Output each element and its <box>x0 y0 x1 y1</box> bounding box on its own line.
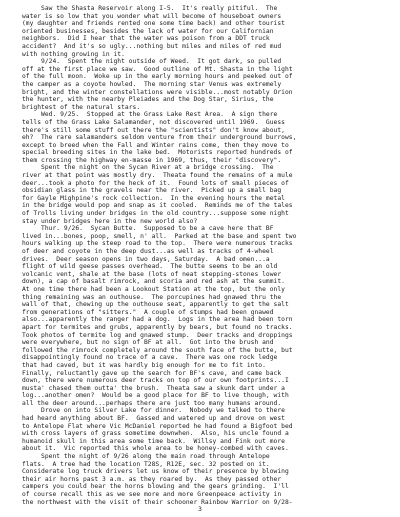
text-line: special breeding sites in the lake bed. Motorists reported hundreds of <box>22 149 293 157</box>
text-line: log...another omen? Would be a good place for BF to live though, with <box>22 392 289 400</box>
text-line: At one time there had been a Lookout Station at the top, but the only <box>22 285 285 293</box>
text-line: campers you could hear the horns blowing and the gears grinding. I'll <box>22 483 289 491</box>
text-line: musta' chased them outta' the brush. Theata saw a skunk dart under a <box>22 384 285 392</box>
text-line: of Trolls living under bridges in the old country...suppose some night <box>22 210 289 218</box>
text-line: with nothing growing in it. <box>22 50 125 58</box>
text-line: there's still some stuff out there the "scientists" don't know about, <box>22 126 285 134</box>
text-line: also...apparently the ranger had a dog. Logs in the area had been torn <box>22 316 293 324</box>
text-line: obsidian glass in the gravels near the river. Picked up a small bag <box>22 187 282 195</box>
text-line: humanoid skull in this area some time back. Willsy and Fink out more <box>22 437 285 445</box>
text-line: of course recall this as we see more and more Greenpeace activity in <box>22 491 282 498</box>
text-line: Spent the night of 9/26 along the main road through Antelope <box>22 453 270 461</box>
text-line: of the full moon. Woke up in the early morning hours and peeked out of <box>22 73 293 81</box>
text-line: for Gayle Mighpine's rock collection. In the evening hours the metal <box>22 194 285 202</box>
text-line: lived in...bones, poop, smell, n' all. Parked at the base and spent two <box>22 232 297 240</box>
text-line: Wed. 9/25. Stopped at the Grass Lake Rest Area. A sign there <box>22 111 278 119</box>
text-line: Drove on into Silver Lake for dinner. Nobody we talked to there <box>22 407 285 415</box>
text-line: Finally, reluctantly gave up the search for BF's cave, and came back <box>22 369 282 377</box>
text-line: flight of wild geese passes overhead. The butte seems to be an old <box>22 263 278 271</box>
text-line: the northwest with the visit of their schooner Rainbow Warrior on 9/28- <box>22 498 293 506</box>
text-line: bright, and the winter constellations were visible...most notably Orion <box>22 88 293 96</box>
text-line: thing remaining was an outhouse. The porcupines had gnawed thru the <box>22 293 282 301</box>
text-line: (my daughter and friends rented one some time back) and other tourist <box>22 20 285 28</box>
text-line: to Antelope Flat where Vic McDaniel reported he had found a Bigfoot bed <box>22 422 293 430</box>
text-line: Considerate log truck drivers let us know of their presence by blowing <box>22 468 289 476</box>
page-number: 3 <box>198 505 202 513</box>
text-line: had heard anything about BF. Gassed and watered up and drove on west <box>22 415 285 423</box>
text-line: neighbors. Did I hear that the water was poison from a DDT truck <box>22 35 270 43</box>
text-line: in the bridge would pop and snap as it cooled. Reminds me of the tales <box>22 202 293 210</box>
text-line: tells of the Grass Lake Salamander, not discovered until 1969. Guess <box>22 118 285 126</box>
text-line: from generations of "sitters." A couple of stumps had been gnawed <box>22 308 274 316</box>
text-line: Saw the Shasta Reservoir along I-5. It's really pitiful. The <box>22 5 278 12</box>
text-line: their air horns past 3 a.m. as they roared by. As they passed other <box>22 475 282 483</box>
text-line: drives. Deer season opens in two days, Saturday. A bad omen...a <box>22 255 270 263</box>
text-line: Spent the night on the Sycan River at a bridge crossing. The <box>22 164 274 172</box>
text-line: wall of that, chewing up the outhouse seat, apparently to get the salt <box>22 301 289 309</box>
text-line: all the deer around...perhaps there are just too many humans around. <box>22 399 282 407</box>
text-line: river at that point was mostly dry. Theata found the remains of a mule <box>22 172 293 180</box>
text-line: them crossing the highway en-masse in 1969, thus, their "discovery". <box>22 156 282 164</box>
text-line: down), a cap of basalt rimrock, and scoria and red ash at the summit. <box>22 278 285 286</box>
text-line: water is so low that you wonder what will become of houseboat owners <box>22 12 282 20</box>
text-line: followed the rimrock completely around the south face of the butte, but <box>22 346 293 354</box>
text-line: the hunter, with the nearby Pleiades and the Dog Star, Sirius, the <box>22 96 274 104</box>
text-line: eh? The rare salamanders seldom venture from their underground burrows, <box>22 134 297 142</box>
text-line: were everywhere, but no sign of BF at all. Got into the brush and <box>22 339 274 347</box>
text-line: volcanic vent, shale at the base (lots of neat stepping-stones lower <box>22 270 282 278</box>
text-line: 9/24. Spent the night outside of Weed. It got dark, so pulled <box>22 58 282 66</box>
text-line: apart for termites and grubs, apparently by bears, but found no tracks. <box>22 323 293 331</box>
text-line: off at the first place we saw. Good outline of Mt. Shasta in the light <box>22 65 293 73</box>
text-line: deer...took a photo for the heck of it. Found lots of small pieces of <box>22 179 289 187</box>
text-line: down, there were numerous deer tracks on top of our own footprints...I <box>22 377 289 385</box>
text-line: brightest of the natural stars. <box>22 103 141 111</box>
text-line: except to breed when the Fall and Winter rains come, then they move to <box>22 141 289 149</box>
text-line: Took photos of termite log and gnawed stump. Deer tracks and droppings <box>22 331 293 339</box>
text-line: stay under bridges here in the new world also? <box>22 217 198 225</box>
text-line: hours walking up the steep road to the top. There were numerous tracks <box>22 240 293 248</box>
text-line: accident? And it's so ugly...nothing but miles and miles of red mud <box>22 42 282 50</box>
body-text <box>22 5 388 506</box>
text-line: with cross layers of grass sometime downwhen. Also, his uncle found a <box>22 430 289 438</box>
text-line: oriented businesses, besides the lack of water for our Californian <box>22 27 274 35</box>
text-line: the camper as a coyote howled. The morning star Venus was extremely <box>22 80 282 88</box>
text-line: of deer and coyote in the deep dust...as well as tracks of 4-wheel <box>22 248 274 255</box>
text-line: disappointingly found no trace of a cave. There was one rock ledge <box>22 354 278 362</box>
text-line: about it. Vic reported this whole area to be honey-combed with caves. <box>22 445 289 453</box>
text-line: that had caved, but it was hardly big enough for me to fit into. <box>22 361 266 369</box>
text-line: Thur. 9/26. Sycan Butte. Supposed to be a cave here that BF <box>22 225 274 233</box>
text-line: flats. A tree had the location T28S, R12E, sec. 32 posted on it. <box>22 460 270 468</box>
